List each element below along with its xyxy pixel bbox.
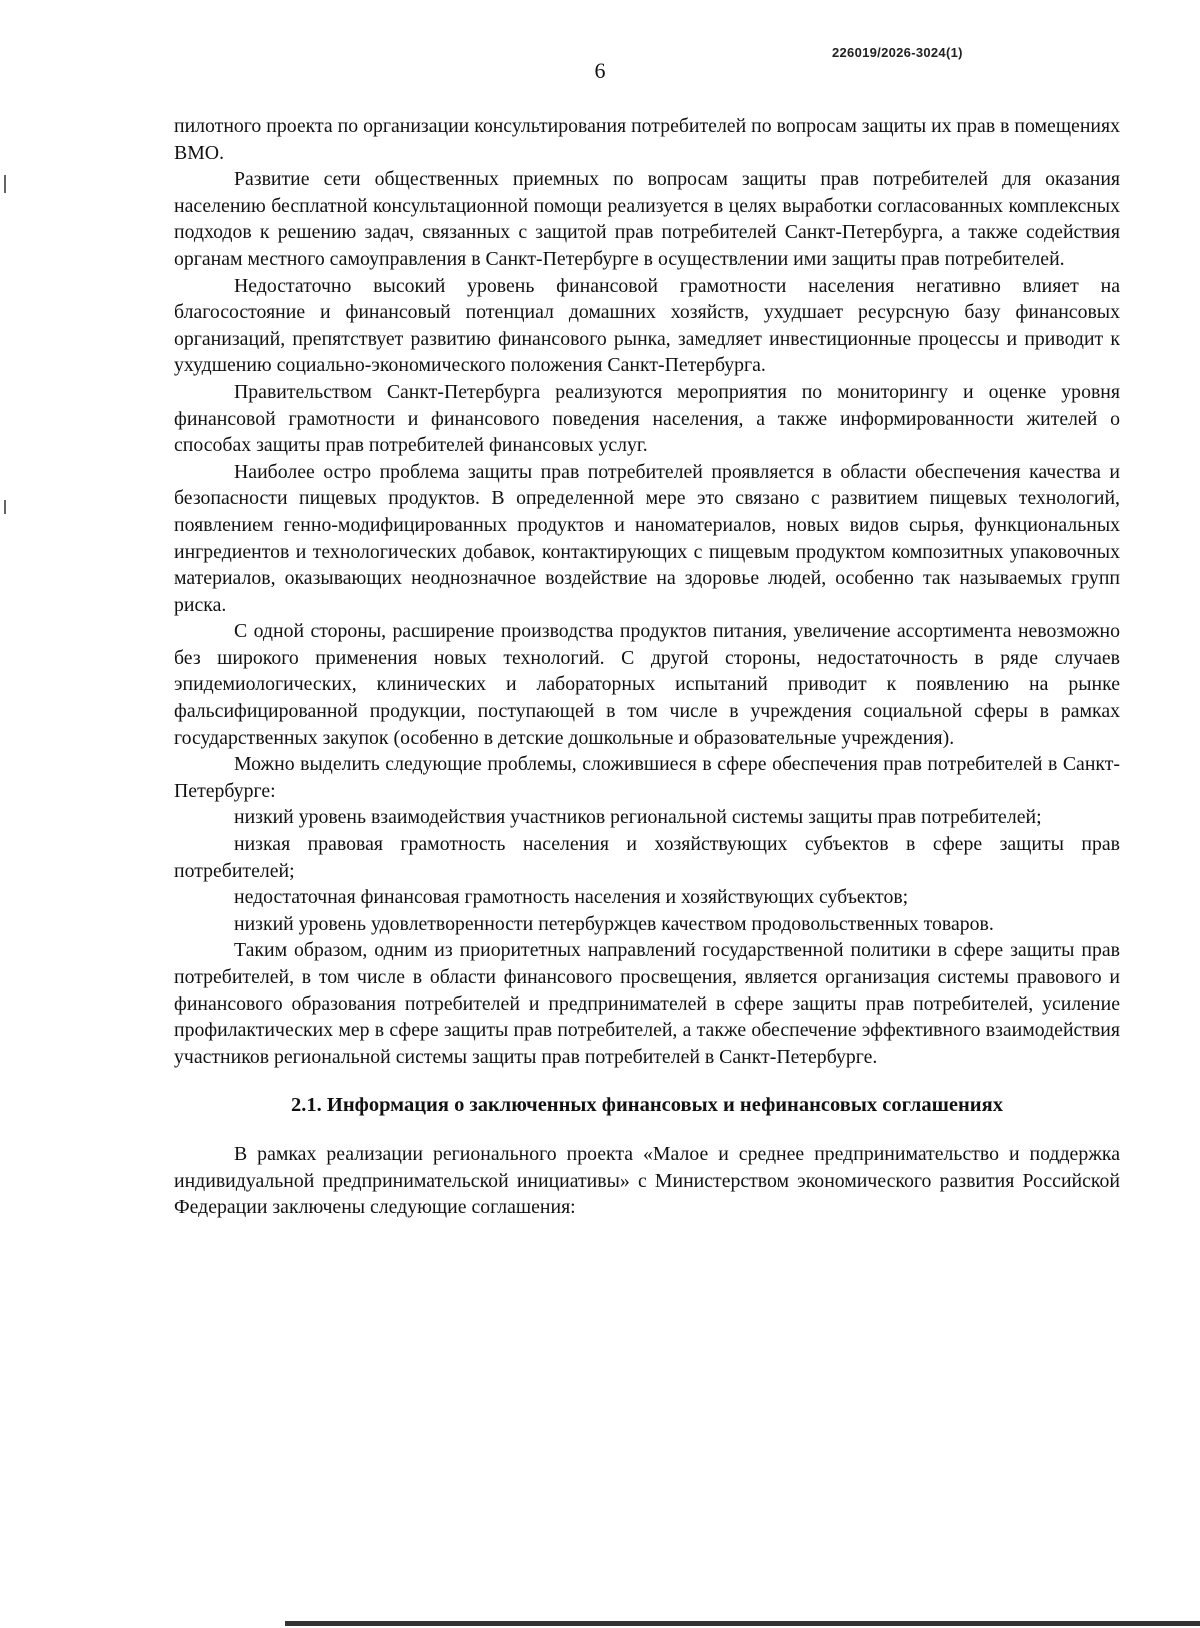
document-body bbox=[174, 113, 1120, 1221]
paragraph: Правительством Санкт-Петербурга реализуются мероприятия по мониторингу и оценке уровня финансовой грамотности и финансового поведения населения, а также информированности жителей о способах защиты прав потребителей финансовых услуг. bbox=[174, 380, 1120, 457]
scan-edge-mark bbox=[4, 500, 6, 514]
paragraph: Наиболее остро проблема защиты прав потребителей проявляется в области обеспечения качества и безопасности пищевых продуктов. В определенной мере это связано с развитием пищевых технологий, появлением генно-модифицированных продуктов и наноматериалов, новых видов сырья, функциональных ингредиентов и технологических добавок, контактирующих с пищевым продуктом композитных упаковочных материалов, оказывающих неоднозначное воздействие на здоровье людей, особенно так называемых групп риска. bbox=[174, 460, 1120, 616]
scan-bottom-edge bbox=[285, 1621, 1200, 1626]
list-item: низкая правовая грамотность населения и хозяйствующих субъектов в сфере защиты прав потребителей; bbox=[174, 833, 1120, 882]
paragraph: Таким образом, одним из приоритетных направлений государственной политики в сфере защиты прав потребителей, в том числе в области финансового просвещения, является организация системы правового и финансового образования потребителей и предпринимателей в сфере защиты прав потребителей, усиление профилактических мер в сфере защиты прав потребителей, а также обеспечение эффективного взаимодействия участников региональной системы защиты прав потребителей в Санкт-Петербурге. bbox=[174, 939, 1120, 1068]
paragraph-continuation: пилотного проекта по организации консультирования потребителей по вопросам защиты их прав в помещениях ВМО. bbox=[174, 115, 1120, 164]
paragraph: С одной стороны, расширение производства продуктов питания, увеличение ассортимента невозможно без широкого применения новых технологий. С другой стороны, недостаточность в ряде случаев эпидемиологических, клинических и лабораторных испытаний приводит к появлению на рынке фальсифицированной продукции, поступающей в том числе в учреждения социальной сферы в рамках государственных закупок (особенно в детские дошкольные и образовательные учреждения). bbox=[174, 620, 1120, 749]
page-number: 6 bbox=[594, 58, 606, 83]
paragraph: Недостаточно высокий уровень финансовой грамотности населения негативно влияет на благосостояние и финансовый потенциал домашних хозяйств, ухудшает ресурсную базу финансовых организаций, препятствует развитию финансового рынка, замедляет инвестиционные процессы и приводит к ухудшению социально-экономического положения Санкт-Петербурга. bbox=[174, 274, 1120, 377]
paragraph: Можно выделить следующие проблемы, сложившиеся в сфере обеспечения прав потребителей в Санкт-Петербурге: bbox=[174, 753, 1120, 802]
scan-edge-mark bbox=[4, 175, 6, 193]
section-paragraph: В рамках реализации регионального проекта «Малое и среднее предпринимательство и поддержка индивидуальной предпринимательской инициативы» с Министерством экономического развития Российской Федерации заключены следующие соглашения: bbox=[174, 1142, 1120, 1219]
list-item: низкий уровень удовлетворенности петербуржцев качеством продовольственных товаров. bbox=[234, 912, 994, 935]
list-item: недостаточная финансовая грамотность населения и хозяйствующих субъектов; bbox=[234, 886, 909, 909]
document-number: 226019/2026-3024(1) bbox=[832, 45, 963, 60]
list-item: низкий уровень взаимодействия участников региональной системы защиты прав потребителей; bbox=[234, 806, 1042, 829]
section-heading: 2.1. Информация о заключенных финансовых и нефинансовых соглашениях bbox=[291, 1094, 1003, 1117]
paragraph: Развитие сети общественных приемных по вопросам защиты прав потребителей для оказания населению бесплатной консультационной помощи реализуется в целях выработки согласованных комплексных подходов к решению задач, связанных с защитой прав потребителей Санкт-Петербурга, а также содействия органам местного самоуправления в Санкт-Петербурге в осуществлении ими защиты прав потребителей. bbox=[174, 168, 1120, 270]
